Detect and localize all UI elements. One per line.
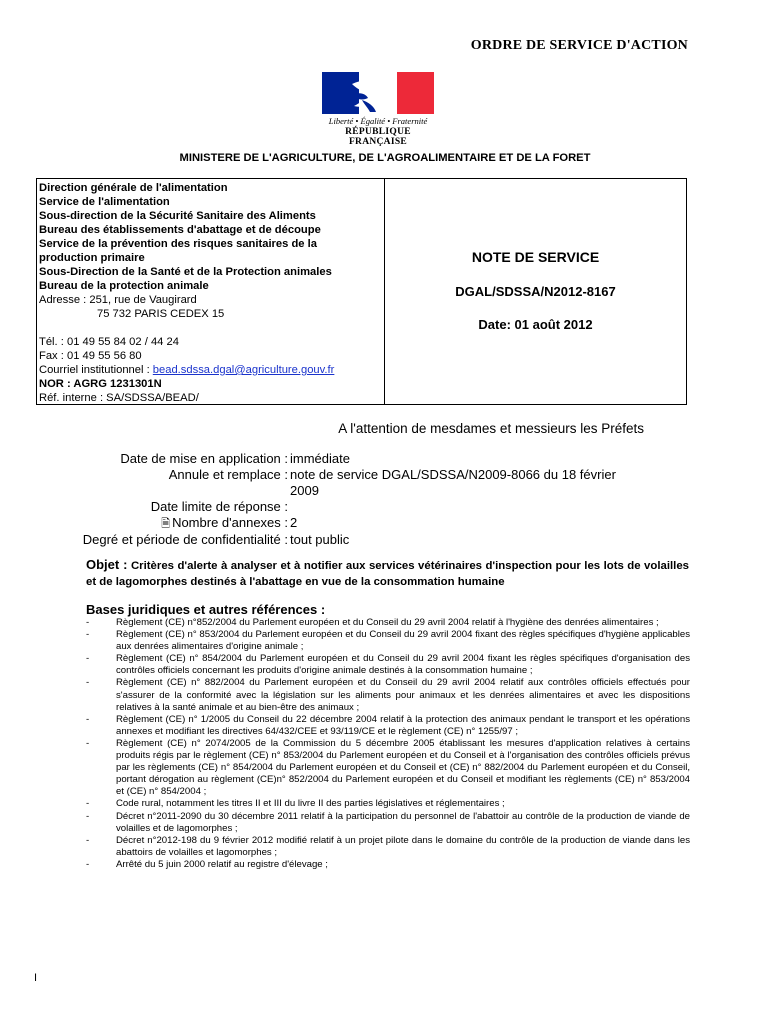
sender-line: production primaire bbox=[39, 252, 145, 264]
list-item: - Règlement (CE) n° 854/2004 du Parlement européen et du Conseil du 29 avril 2004 fixant les règles spécifiques d'organisation des contrôles officiels concernant les produits d'origine animale destinés à la consommation humaine ; bbox=[86, 653, 690, 677]
objet-label: Objet : bbox=[86, 557, 128, 572]
header-box bbox=[36, 178, 687, 405]
list-item: - Décret n°2011-2090 du 30 décembre 2011 relatif à la participation du personnel de l'abattoir au contrôle de la production de viande de volailles et de lagomorphes ; bbox=[86, 810, 690, 834]
logo-motto: Liberté • Égalité • Fraternité bbox=[328, 116, 428, 126]
email-link[interactable]: bead.sdssa.dgal@agriculture.gouv.fr bbox=[152, 364, 335, 376]
list-item: - Règlement (CE) n° 1/2005 du Conseil du 22 décembre 2004 relatif à la protection des animaux pendant le transport et les opérations annexes et modifiant les directives 64/432/CEE et 93/119/CE et le règlement (CE) n° 1255/97 ; bbox=[86, 713, 690, 737]
sender-line: Bureau de la protection animale bbox=[39, 280, 209, 292]
sender-line: Service de l'alimentation bbox=[39, 196, 170, 208]
marianne-flag-icon bbox=[322, 72, 434, 114]
order-title: ORDRE DE SERVICE D'ACTION bbox=[470, 38, 688, 53]
sender-line: Service de la prévention des risques sanitaires de la bbox=[39, 238, 317, 250]
meta-row-confidentialite: Degré et période de confidentialité : tout public bbox=[82, 532, 350, 547]
nor-reference: NOR : AGRG 1231301N bbox=[39, 378, 162, 390]
note-title: NOTE DE SERVICE bbox=[471, 249, 600, 265]
list-item: - Arrêté du 5 juin 2000 relatif au registre d'élevage ; bbox=[86, 858, 328, 870]
meta-row-application: Date de mise en application : immédiate bbox=[120, 451, 350, 466]
fax: Fax : 01 49 55 56 80 bbox=[39, 350, 142, 362]
note-date: Date: 01 août 2012 bbox=[478, 317, 593, 332]
objet-paragraph bbox=[86, 557, 689, 590]
sender-line: Sous-Direction de la Santé et de la Protection animales bbox=[39, 266, 332, 278]
bases-title: Bases juridiques et autres références : bbox=[86, 602, 326, 617]
references-list bbox=[86, 617, 690, 871]
list-item: - Décret n°2012-198 du 9 février 2012 modifié relatif à un projet pilote dans le domaine du contrôle de la production de viande dans les abattoirs de volailles et lagomorphes ; bbox=[86, 834, 690, 858]
list-item: - Règlement (CE) n° 853/2004 du Parlement européen et du Conseil du 29 avril 2004 fixant des règles spécifiques d'hygiène applicables aux denrées alimentaires d'origine animale ; bbox=[86, 629, 690, 653]
meta-row-annule-cont: 2009 bbox=[290, 483, 319, 498]
sender-block bbox=[39, 181, 383, 405]
logo-republic-text: RÉPUBLIQUE FRANÇAISE bbox=[345, 127, 411, 147]
meta-row-limite: Date limite de réponse : bbox=[150, 499, 288, 514]
list-item: - Règlement (CE) n°852/2004 du Parlement européen et du Conseil du 29 avril 2004 relatif à l'hygiène des denrées alimentaires ; bbox=[86, 617, 659, 628]
objet-text: Critères d'alerte à analyser et à notifier aux services vétérinaires d'inspection pour les lots de volailles et de lagomorphes destinés à l'abattage en vue de la consommation humaine bbox=[86, 560, 690, 588]
attention-line: A l'attention de mesdames et messieurs les Préfets bbox=[338, 421, 644, 436]
republic-logo bbox=[322, 72, 434, 147]
sender-line: Sous-direction de la Sécurité Sanitaire des Aliments bbox=[39, 210, 316, 222]
list-item: - Règlement (CE) n° 882/2004 du Parlement européen et du Conseil du 29 avril 2004 relatif aux contrôles officiels effectués pour s'assurer de la conformité avec la législation sur les aliments pour animaux et les denrées alimentaires et avec les dispositions relatives à la santé animale et au bien-être des animaux ; bbox=[86, 677, 690, 713]
list-item: - Code rural, notamment les titres II et III du livre II des parties législatives et réglementaires ; bbox=[86, 798, 505, 810]
meta-row-annule: Annule et remplace : note de service DGAL/SDSSA/N2009-8066 du 18 février bbox=[168, 467, 616, 482]
note-reference: DGAL/SDSSA/N2012-8167 bbox=[455, 284, 616, 299]
sender-line: Direction générale de l'alimentation bbox=[39, 182, 228, 194]
document-icon[interactable]: 🗎 bbox=[161, 518, 171, 530]
ministry-heading: MINISTERE DE L'AGRICULTURE, DE L'AGROALIMENTAIRE ET DE LA FORET bbox=[179, 152, 591, 164]
page-mark: I bbox=[34, 972, 38, 984]
meta-table bbox=[0, 451, 770, 548]
email-line bbox=[39, 363, 383, 377]
list-item: - Règlement (CE) n° 2074/2005 de la Commission du 5 décembre 2005 établissant les mesures d'application relatives à certains produits régis par le règlement (CE) n° 853/2004 du Parlement européen et du Conseil et à l'organisation des contrôles officiels prévus par les règlements (CE) n° 854/2004 du Parlement européen et du Conseil et (CE) n° 882/2004 du Parlement européen et du Conseil, portant dérogation au règlement (CE)n° 852/2004 du Parlement européen et du Conseil et modifiant les règlements (CE) n° 853/2004 et (CE) n° 854/2004 ; bbox=[86, 737, 690, 798]
meta-row-annexes: 🗎 Nombre d'annexes : 2 bbox=[161, 515, 298, 530]
address-line-1: Adresse : 251, rue de Vaugirard bbox=[39, 294, 197, 306]
email-label: Courriel institutionnel : bbox=[39, 364, 153, 376]
sender-line: Bureau des établissements d'abattage et de découpe bbox=[39, 224, 321, 236]
address-line-2: 75 732 PARIS CEDEX 15 bbox=[97, 308, 225, 320]
internal-reference: Réf. interne : SA/SDSSA/BEAD/ bbox=[39, 392, 199, 404]
telephone: Tél. : 01 49 55 84 02 / 44 24 bbox=[39, 336, 179, 348]
